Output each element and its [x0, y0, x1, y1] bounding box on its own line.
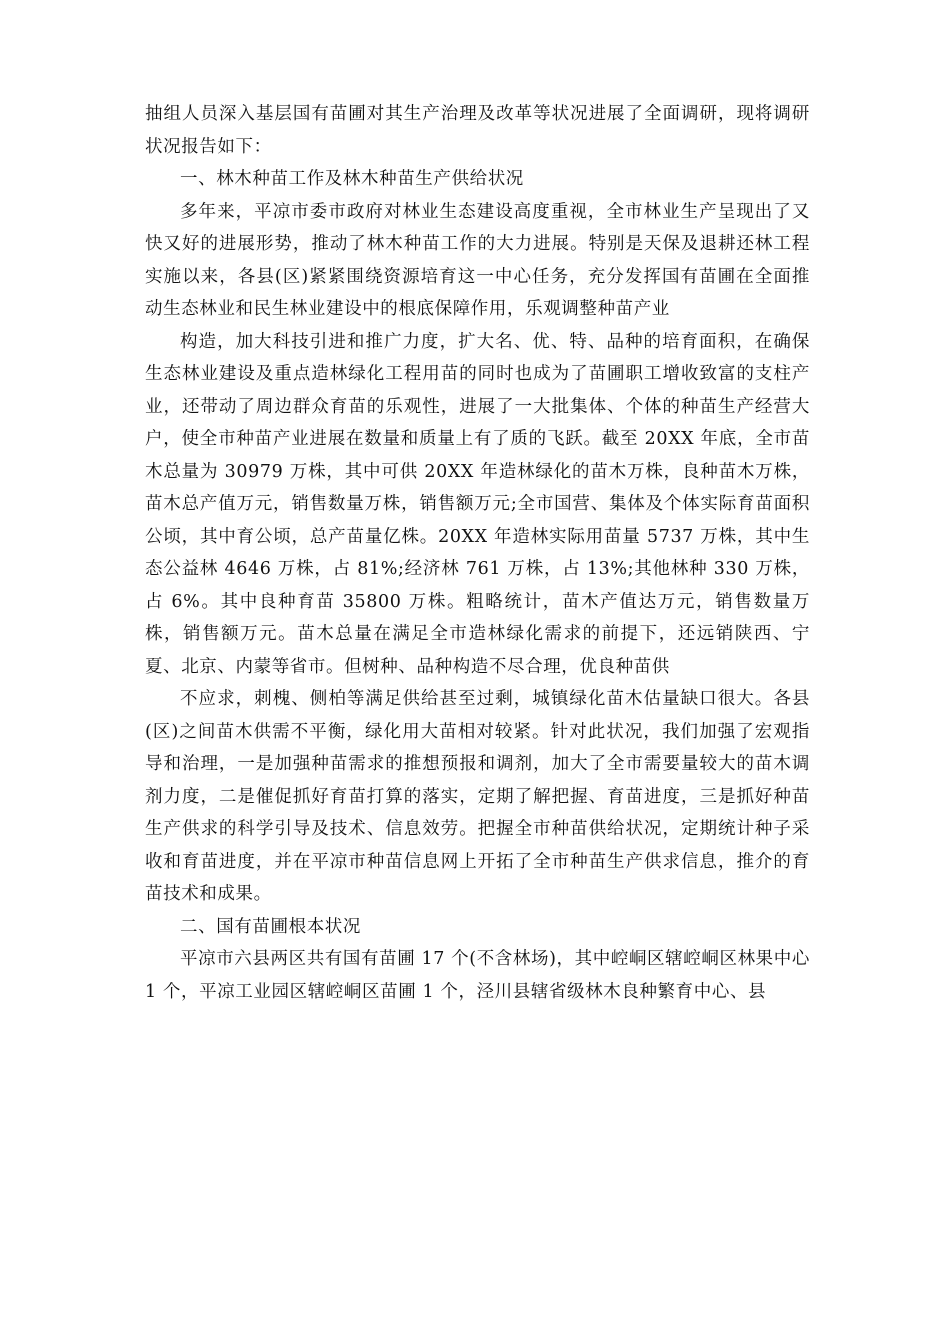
body-paragraph: 多年来，平凉市委市政府对林业生态建设高度重视，全市林业生产呈现出了又快又好的进展形势，推动了林木种苗工作的大力进展。特别是天保及退耕还林工程实施以来，各县(区)紧紧围绕资源培育这一中心任务，充分发挥国有苗圃在全面推动生态林业和民生林业建设中的根底保障作用，乐观调整种苗产业 — [145, 201, 810, 319]
section-heading-2: 二、国有苗圃根本状况 — [180, 916, 361, 937]
intro-paragraph: 抽组人员深入基层国有苗圃对其生产治理及改革等状况进展了全面调研，现将调研状况报告如下： — [145, 104, 810, 157]
document-body — [145, 98, 810, 1008]
body-paragraph: 构造，加大科技引进和推广力度，扩大名、优、特、品种的培育面积，在确保生态林业建设及重点造林绿化工程用苗的同时也成为了苗圃职工增收致富的支柱产业，还带动了周边群众育苗的乐观性，进展了一大批集体、个体的种苗生产经营大户，使全市种苗产业进展在数量和质量上有了质的飞跃。截至 20XX 年底，全市苗木总量为 30979 万株，其中可供 20XX 年造林绿化的苗木万株，良种苗木万株，苗木总产值万元，销售数量万株，销售额万元;全市国营、集体及个体实际育苗面积公顷，其中育公顷，总产苗量亿株。20XX 年造林实际用苗量 5737 万株，其中生态公益林 4646 万株，占 81%;经济林 761 万株，占 13%;其他林种 330 万株，占 6%。其中良种育苗 35800 万株。粗略统计，苗木产值达万元，销售数量万株，销售额万元。苗木总量在满足全市造林绿化需求的前提下，还远销陕西、宁夏、北京、内蒙等省市。但树种、品种构造不尽合理，优良种苗供 — [145, 331, 810, 677]
section-heading-1: 一、林木种苗工作及林木种苗生产供给状况 — [180, 169, 524, 189]
body-paragraph: 不应求，刺槐、侧柏等满足供给甚至过剩，城镇绿化苗木估量缺口很大。各县(区)之间苗木供需不平衡，绿化用大苗相对较紧。针对此状况，我们加强了宏观指导和治理，一是加强种苗需求的推想预报和调剂，加大了全市需要量较大的苗木调剂力度，二是催促抓好育苗打算的落实，定期了解把握、育苗进度，三是抓好种苗生产供求的科学引导及技术、信息效劳。把握全市种苗供给状况，定期统计种子采收和育苗进度，并在平凉市种苗信息网上开拓了全市种苗生产供求信息，推介的育苗技术和成果。 — [145, 689, 810, 904]
body-paragraph: 平凉市六县两区共有国有苗圃 17 个(不含林场)，其中崆峒区辖崆峒区林果中心 1 个，平凉工业园区辖崆峒区苗圃 1 个，泾川县辖省级林木良种繁育中心、县 — [145, 949, 810, 1002]
